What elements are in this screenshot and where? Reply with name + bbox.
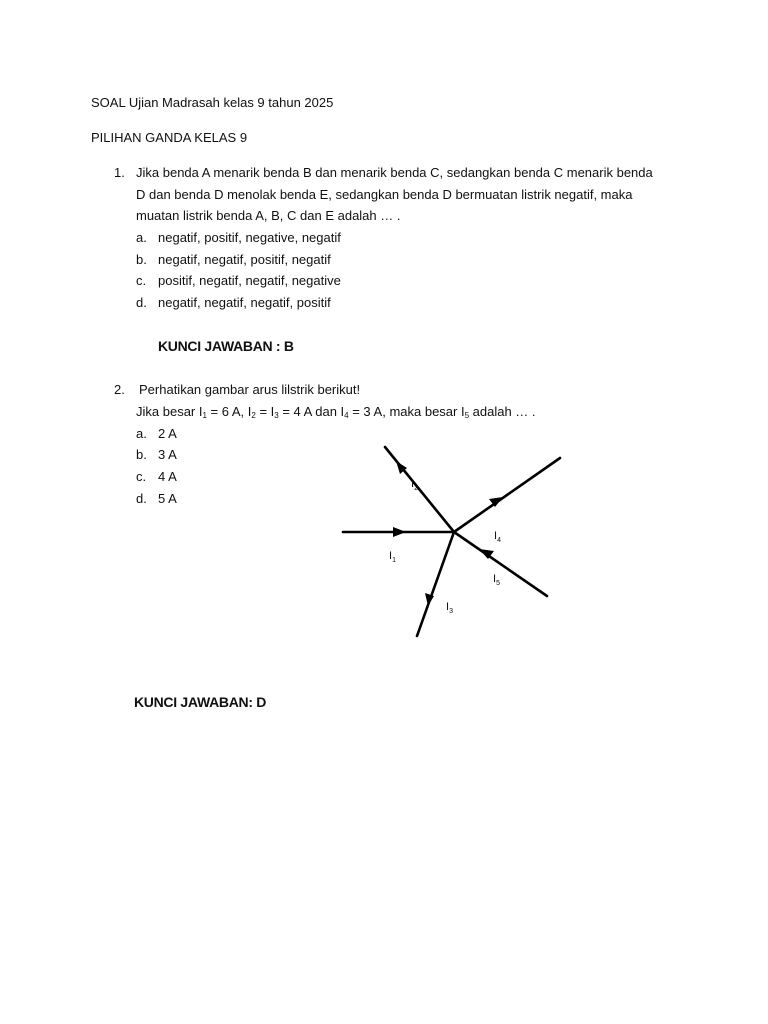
arrow-i1 <box>393 527 406 537</box>
question-text-line: D dan benda D menolak benda E, sedangkan benda D bermuatan listrik negatif, maka <box>136 187 633 202</box>
option-text: 2 A <box>158 426 177 441</box>
question-text-line: Perhatikan gambar arus lilstrik berikut! <box>139 382 361 397</box>
label-i2: $I_2$ <box>411 478 418 492</box>
question-number: 1. <box>114 165 125 180</box>
wire-i2 <box>385 447 454 532</box>
label-i4: $I_4$ <box>494 530 501 544</box>
option-letter: c. <box>136 469 147 484</box>
label-i3: $I_3$ <box>446 601 453 615</box>
question-text-line: muatan listrik benda A, B, C dan E adalah … . <box>136 208 401 223</box>
option-letter: d. <box>136 491 147 506</box>
option-letter: b. <box>136 447 147 462</box>
option-text: negatif, positif, negative, negatif <box>158 230 341 245</box>
option-letter: b. <box>136 252 147 267</box>
document-title: SOAL Ujian Madrasah kelas 9 tahun 2025 <box>91 95 334 110</box>
answer-key: KUNCI JAWABAN : B <box>158 338 294 354</box>
option-letter: c. <box>136 273 147 288</box>
section-title: PILIHAN GANDA KELAS 9 <box>91 130 248 145</box>
answer-key: KUNCI JAWABAN: D <box>134 694 267 710</box>
wire-i4 <box>454 458 560 532</box>
option-text: 5 A <box>158 491 177 506</box>
option-text: 3 A <box>158 447 177 462</box>
option-text: negatif, negatif, negatif, positif <box>158 295 331 310</box>
question-number: 2. <box>114 382 125 397</box>
wire-i3 <box>417 532 454 636</box>
option-letter: a. <box>136 426 147 441</box>
label-i1: $I_1$ <box>389 550 396 564</box>
question-text-line: Jika benda A menarik benda B dan menarik benda C, sedangkan benda C menarik benda <box>136 165 653 180</box>
option-text: negatif, negatif, positif, negatif <box>158 252 331 267</box>
option-letter: d. <box>136 295 147 310</box>
label-i5: $I_5$ <box>493 573 500 587</box>
question-text-line: Jika besar $I_1 = 6$ A, $I_2 = I_3 = 4$ A dan $I_4 = 3$ A, maka besar $I_5$ adalah … . <box>136 404 536 420</box>
option-letter: a. <box>136 230 147 245</box>
option-text: positif, negatif, negatif, negative <box>158 273 341 288</box>
option-text: 4 A <box>158 469 177 484</box>
